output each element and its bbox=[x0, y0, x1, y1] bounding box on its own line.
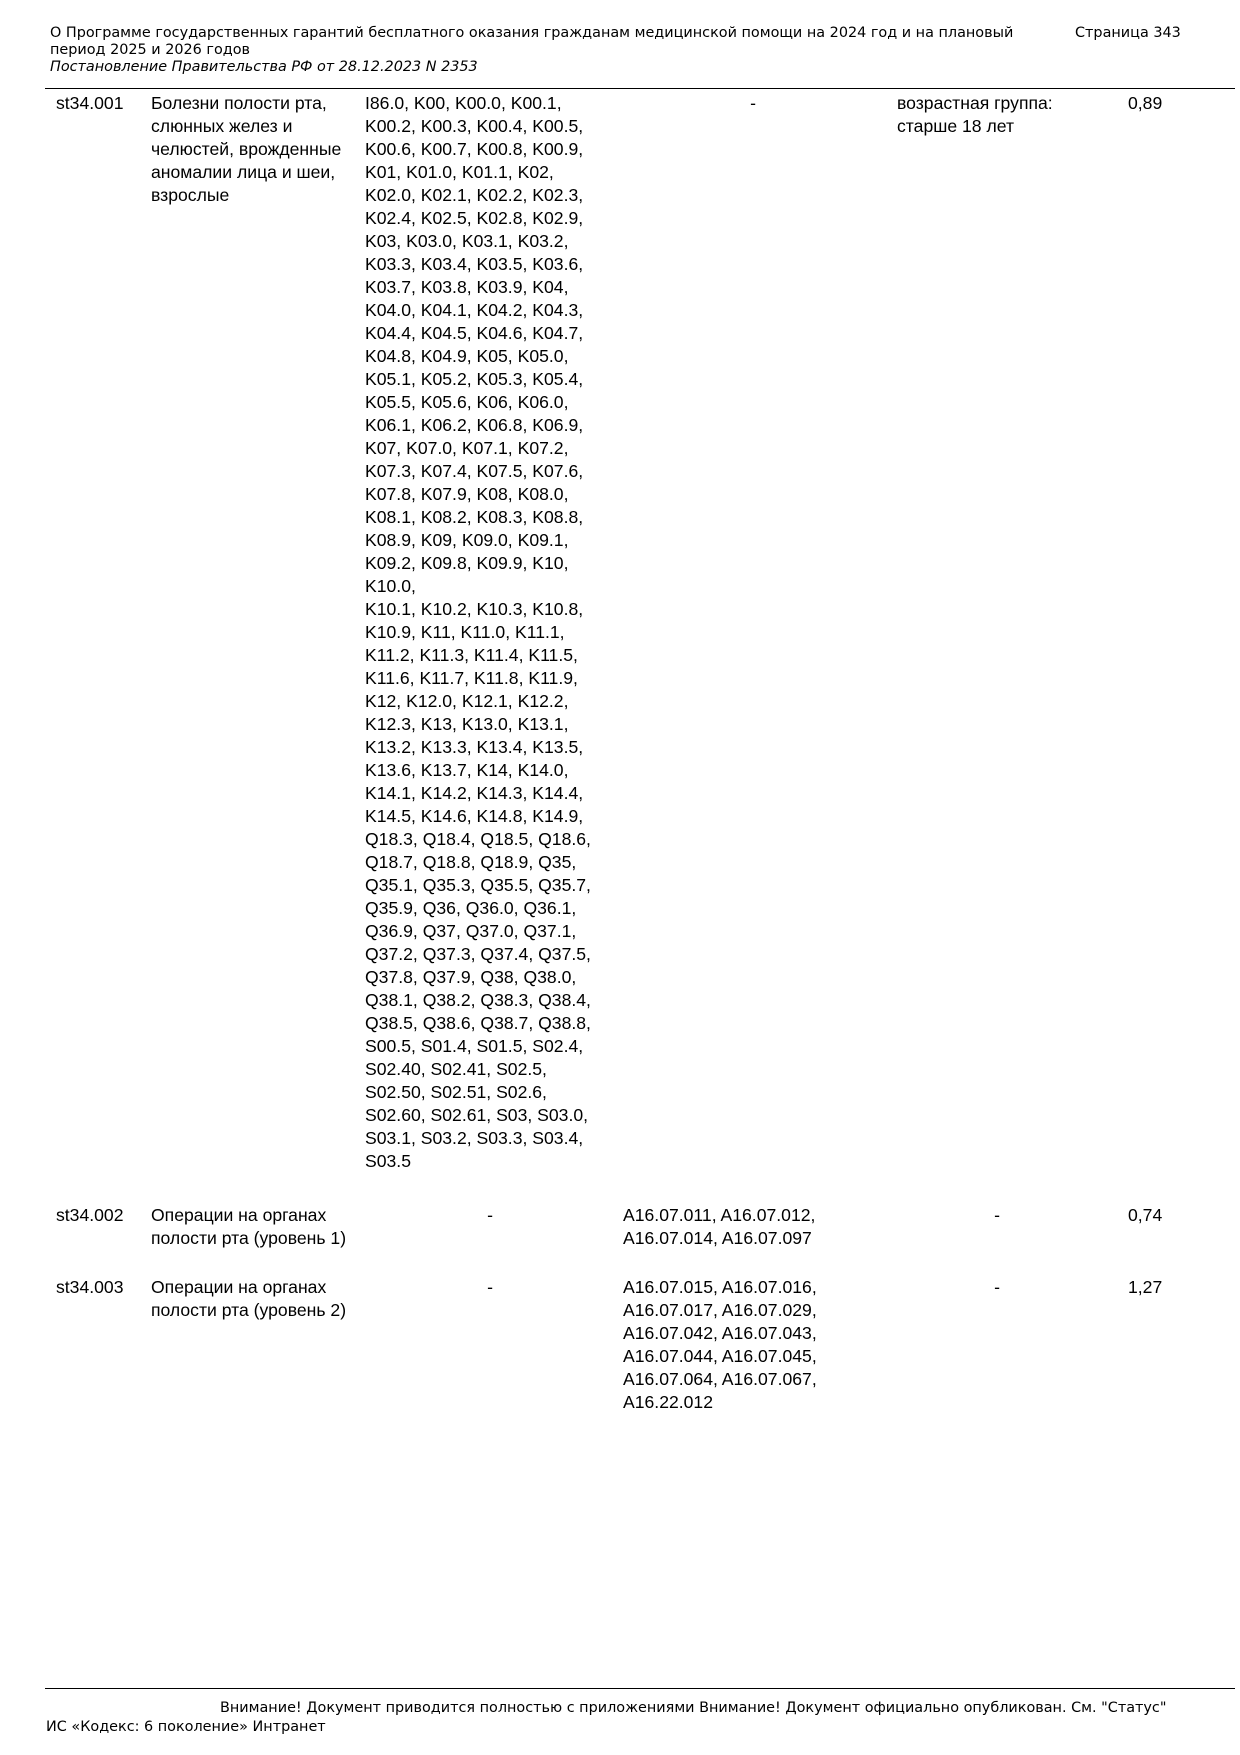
row-service-codes bbox=[623, 1276, 863, 1414]
service-code-line: A16.07.015, A16.07.016, bbox=[623, 1277, 817, 1297]
row-name: Операции на органах полости рта (уровень 1) bbox=[151, 1205, 347, 1248]
mkb-code-line: K14.1, K14.2, K14.3, K14.4, bbox=[365, 783, 584, 803]
mkb-code-line: K06.1, K06.2, K06.8, K06.9, bbox=[365, 415, 584, 435]
mkb-code-line: K13.2, K13.3, K13.4, K13.5, bbox=[365, 737, 584, 757]
mkb-code-line: K12, K12.0, K12.1, K12.2, bbox=[365, 691, 569, 711]
row-coefficient: 1,27 bbox=[1128, 1277, 1163, 1297]
document-subtitle: Постановление Правительства РФ от 28.12.2023 N 2353 bbox=[50, 59, 478, 75]
mkb-code-line: K07.8, K07.9, K08, K08.0, bbox=[365, 484, 569, 504]
mkb-code-line: K05.1, K05.2, K05.3, K05.4, bbox=[365, 369, 584, 389]
mkb-code-line: I86.0, K00, K00.0, K00.1, bbox=[365, 93, 562, 113]
service-code-line: - bbox=[750, 93, 756, 113]
mkb-code-line: K01, K01.0, K01.1, K02, bbox=[365, 162, 554, 182]
mkb-code-line: K00.6, K00.7, K00.8, K00.9, bbox=[365, 139, 584, 159]
mkb-code-line: K00.2, K00.3, K00.4, K00.5, bbox=[365, 116, 584, 136]
page-number: Страница 343 bbox=[1075, 25, 1181, 41]
mkb-code-line: K04.8, K04.9, K05, K05.0, bbox=[365, 346, 569, 366]
row-mkb-codes bbox=[365, 1204, 615, 1227]
mkb-code-line: K14.5, K14.6, K14.8, K14.9, bbox=[365, 806, 584, 826]
service-code-line: A16.07.011, A16.07.012, bbox=[623, 1205, 816, 1225]
mkb-code-line: K10.0, bbox=[365, 576, 416, 596]
row-code: st34.001 bbox=[56, 93, 124, 113]
mkb-code-line: Q18.3, Q18.4, Q18.5, Q18.6, bbox=[365, 829, 591, 849]
mkb-code-line: - bbox=[487, 1205, 493, 1225]
mkb-code-line: K03.3, K03.4, K03.5, K03.6, bbox=[365, 254, 584, 274]
service-code-line: A16.22.012 bbox=[623, 1392, 714, 1412]
mkb-code-line: S00.5, S01.4, S01.5, S02.4, bbox=[365, 1036, 584, 1056]
mkb-code-line: K03, K03.0, K03.1, K03.2, bbox=[365, 231, 569, 251]
mkb-code-line: K04.0, K04.1, K04.2, K04.3, bbox=[365, 300, 584, 320]
mkb-code-line: Q36.9, Q37, Q37.0, Q37.1, bbox=[365, 921, 577, 941]
mkb-code-line: K09.2, K09.8, K09.9, K10, bbox=[365, 553, 569, 573]
footer-divider bbox=[45, 1688, 1235, 1689]
mkb-code-line: K07.3, K07.4, K07.5, K07.6, bbox=[365, 461, 584, 481]
mkb-code-line: K08.1, K08.2, K08.3, K08.8, bbox=[365, 507, 584, 527]
mkb-code-line: Q38.5, Q38.6, Q38.7, Q38.8, bbox=[365, 1013, 591, 1033]
service-code-line: A16.07.042, A16.07.043, bbox=[623, 1323, 817, 1343]
mkb-code-line: K07, K07.0, K07.1, K07.2, bbox=[365, 438, 569, 458]
mkb-code-line: Q18.7, Q18.8, Q18.9, Q35, bbox=[365, 852, 577, 872]
mkb-code-line: S02.40, S02.41, S02.5, bbox=[365, 1059, 547, 1079]
mkb-code-line: Q37.2, Q37.3, Q37.4, Q37.5, bbox=[365, 944, 591, 964]
row-coefficient: 0,74 bbox=[1128, 1205, 1163, 1225]
mkb-code-line: - bbox=[487, 1277, 493, 1297]
mkb-code-line: S03.5 bbox=[365, 1151, 411, 1171]
mkb-code-line: K02.0, K02.1, K02.2, K02.3, bbox=[365, 185, 584, 205]
service-code-line: A16.07.064, A16.07.067, bbox=[623, 1369, 817, 1389]
service-code-line: A16.07.014, A16.07.097 bbox=[623, 1228, 812, 1248]
row-other-criteria: - bbox=[994, 1205, 1000, 1225]
mkb-code-line: K13.6, K13.7, K14, K14.0, bbox=[365, 760, 569, 780]
row-other-criteria: возрастная группа: старше 18 лет bbox=[897, 93, 1053, 136]
row-service-codes bbox=[623, 92, 883, 115]
mkb-code-line: K11.2, K11.3, K11.4, K11.5, bbox=[365, 645, 578, 665]
mkb-code-line: K12.3, K13, K13.0, K13.1, bbox=[365, 714, 569, 734]
mkb-code-line: Q38.1, Q38.2, Q38.3, Q38.4, bbox=[365, 990, 591, 1010]
footer-system-name: ИС «Кодекс: 6 поколение» Интранет bbox=[46, 1719, 326, 1735]
header-divider bbox=[45, 88, 1235, 89]
row-mkb-codes bbox=[365, 92, 613, 1173]
mkb-code-line: K05.5, K05.6, K06, K06.0, bbox=[365, 392, 569, 412]
row-code: st34.003 bbox=[56, 1277, 124, 1297]
mkb-code-line: Q37.8, Q37.9, Q38, Q38.0, bbox=[365, 967, 577, 987]
mkb-code-line: S02.60, S02.61, S03, S03.0, bbox=[365, 1105, 589, 1125]
row-name: Операции на органах полости рта (уровень 2) bbox=[151, 1277, 347, 1320]
mkb-code-line: K11.6, K11.7, K11.8, K11.9, bbox=[365, 668, 578, 688]
mkb-code-line: K02.4, K02.5, K02.8, K02.9, bbox=[365, 208, 584, 228]
mkb-code-line: Q35.1, Q35.3, Q35.5, Q35.7, bbox=[365, 875, 591, 895]
document-title: О Программе государственных гарантий бесплатного оказания гражданам медицинской помощи на 2024 год и на плановый период 2025 и 2026 годов bbox=[50, 25, 1014, 58]
mkb-code-line: K08.9, K09, K09.0, K09.1, bbox=[365, 530, 569, 550]
mkb-code-line: S03.1, S03.2, S03.3, S03.4, bbox=[365, 1128, 584, 1148]
mkb-code-line: K04.4, K04.5, K04.6, K04.7, bbox=[365, 323, 584, 343]
mkb-code-line: K03.7, K03.8, K03.9, K04, bbox=[365, 277, 569, 297]
row-service-codes bbox=[623, 1204, 863, 1250]
mkb-code-line: K10.9, K11, K11.0, K11.1, bbox=[365, 622, 565, 642]
row-mkb-codes bbox=[365, 1276, 615, 1299]
row-coefficient: 0,89 bbox=[1128, 93, 1163, 113]
mkb-code-line: Q35.9, Q36, Q36.0, Q36.1, bbox=[365, 898, 577, 918]
row-name: Болезни полости рта, слюнных желез и челюстей, врожденные аномалии лица и шеи, взрослые bbox=[151, 93, 342, 205]
service-code-line: A16.07.017, A16.07.029, bbox=[623, 1300, 817, 1320]
service-code-line: A16.07.044, A16.07.045, bbox=[623, 1346, 817, 1366]
row-code: st34.002 bbox=[56, 1205, 124, 1225]
mkb-code-line: S02.50, S02.51, S02.6, bbox=[365, 1082, 547, 1102]
row-other-criteria: - bbox=[994, 1277, 1000, 1297]
mkb-code-line: K10.1, K10.2, K10.3, K10.8, bbox=[365, 599, 584, 619]
footer-notice: Внимание! Документ приводится полностью с приложениями Внимание! Документ официально опубликован. См. "Статус" bbox=[220, 1700, 1167, 1716]
